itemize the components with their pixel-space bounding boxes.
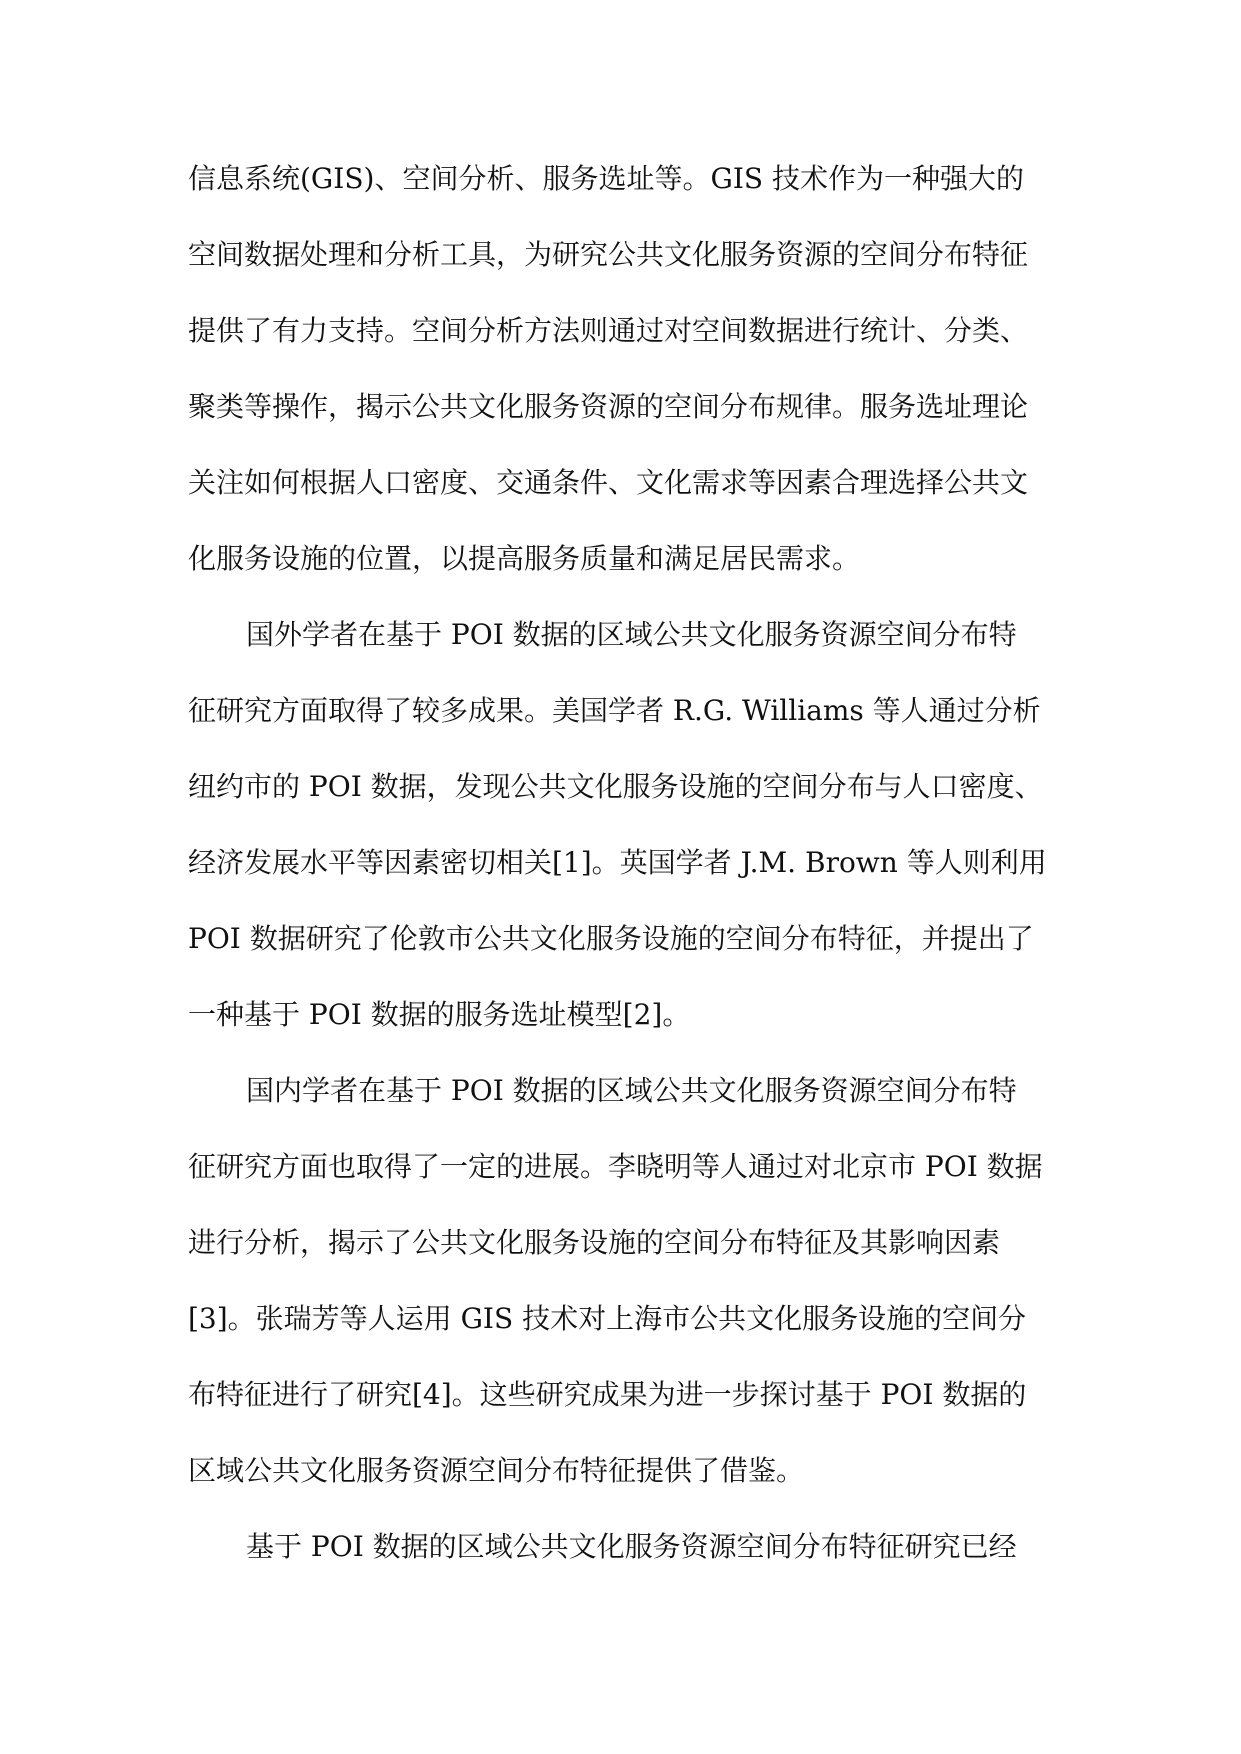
body-text — [188, 141, 1068, 1585]
text-line: 聚类等操作，揭示公共文化服务资源的空间分布规律。服务选址理论 — [188, 390, 1029, 423]
text-line: [3]。张瑞芳等人运用 GIS 技术对上海市公共文化服务设施的空间分 — [188, 1302, 1027, 1335]
text-line: 进行分析，揭示了公共文化服务设施的空间分布特征及其影响因素 — [188, 1226, 1001, 1259]
text-line: 提供了有力支持。空间分析方法则通过对空间数据进行统计、分类、 — [188, 314, 1029, 347]
text-line: 纽约市的 POI 数据，发现公共文化服务设施的空间分布与人口密度、 — [188, 770, 1043, 803]
text-line: 化服务设施的位置，以提高服务质量和满足居民需求。 — [188, 542, 861, 575]
text-line: 信息系统(GIS)、空间分析、服务选址等。GIS 技术作为一种强大的 — [188, 162, 1024, 195]
text-line: 一种基于 POI 数据的服务选址模型[2]。 — [188, 998, 691, 1031]
paragraph-first-line: 基于 POI 数据的区域公共文化服务资源空间分布特征研究已经 — [246, 1530, 1017, 1563]
text-line: 经济发展水平等因素密切相关[1]。英国学者 J.M. Brown 等人则利用 — [188, 846, 1047, 879]
text-line: 征研究方面取得了较多成果。美国学者 R.G. Williams 等人通过分析 — [188, 694, 1041, 727]
text-line: 区域公共文化服务资源空间分布特征提供了借鉴。 — [188, 1454, 805, 1487]
paragraph-first-line: 国外学者在基于 POI 数据的区域公共文化服务资源空间分布特 — [246, 618, 1017, 651]
text-line: 布特征进行了研究[4]。这些研究成果为进一步探讨基于 POI 数据的 — [188, 1378, 1027, 1411]
paragraph-first-line: 国内学者在基于 POI 数据的区域公共文化服务资源空间分布特 — [246, 1074, 1017, 1107]
text-line: 空间数据处理和分析工具，为研究公共文化服务资源的空间分布特征 — [188, 238, 1029, 271]
text-line: POI 数据研究了伦敦市公共文化服务设施的空间分布特征，并提出了 — [188, 922, 1034, 955]
text-line: 征研究方面也取得了一定的进展。李晓明等人通过对北京市 POI 数据 — [188, 1150, 1043, 1183]
text-line: 关注如何根据人口密度、交通条件、文化需求等因素合理选择公共文 — [188, 466, 1029, 499]
